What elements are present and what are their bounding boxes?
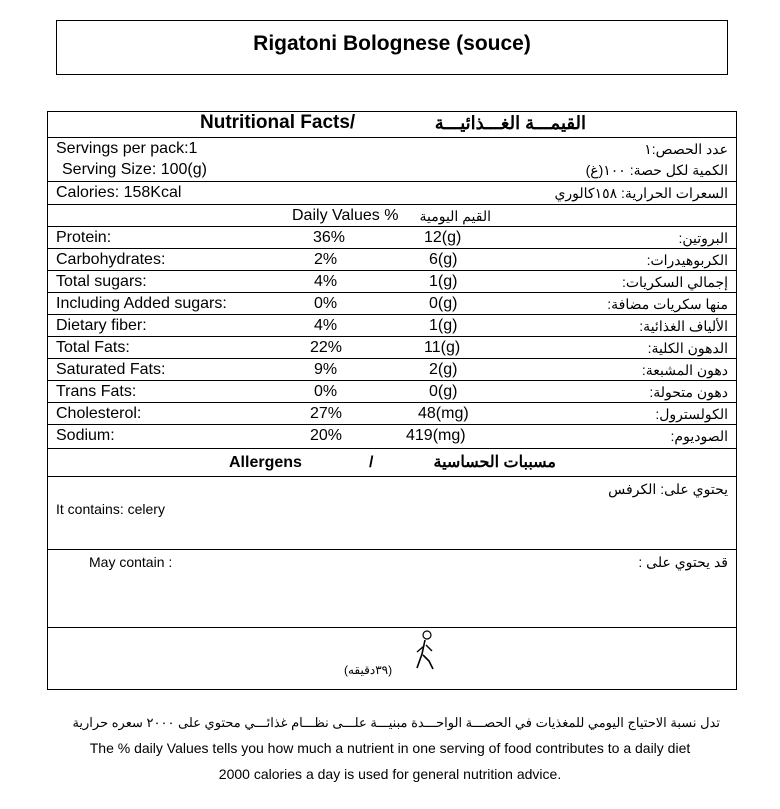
nutrient-name: Saturated Fats: — [56, 361, 166, 378]
nutrient-amount: 419(mg) — [406, 427, 466, 444]
nutrient-percent: 4% — [314, 273, 338, 290]
daily-values-header: Daily Values % — [292, 207, 399, 224]
nutrient-amount: 48(mg) — [418, 405, 469, 422]
may-contain-ar: قد يحتوي على : — [638, 554, 728, 570]
nutrient-percent: 0% — [314, 295, 338, 312]
serving-size: Serving Size: 100(g) — [62, 161, 207, 178]
activity-label: (٣٩دقيقه) — [344, 663, 393, 677]
walking-person-icon — [413, 630, 439, 672]
nutrient-percent: 4% — [314, 317, 338, 334]
contains-ar: يحتوي على: الكرفس — [608, 481, 728, 497]
facts-header-ar: القيمـــة الغـــذائيـــة — [434, 113, 586, 133]
nutrient-name-ar: دهون المشبعة: — [641, 362, 728, 378]
nutrient-name: Cholesterol: — [56, 405, 142, 422]
nutrient-name-ar: الكولسترول: — [655, 406, 728, 422]
allergens-header-ar: مسببات الحساسية — [433, 454, 556, 471]
facts-header-en: Nutritional Facts/ — [200, 112, 356, 133]
nutrient-percent: 0% — [314, 383, 338, 400]
nutrient-amount: 0(g) — [429, 295, 458, 312]
daily-values-header-ar: القيم اليومية — [419, 208, 491, 224]
nutrient-name: Total Fats: — [56, 339, 130, 356]
footer-note-en-2: 2000 calories a day is used for general nutrition advice. — [218, 766, 562, 782]
nutrient-name-ar: البروتين: — [678, 230, 728, 246]
nutrient-percent: 27% — [310, 405, 343, 422]
allergens-separator: / — [369, 454, 374, 471]
nutrient-name-ar: دهون متحولة: — [649, 384, 728, 400]
nutrient-name-ar: إجمالي السكريات: — [621, 274, 728, 290]
serving-size-ar: الكمية لكل حصة: ١٠٠(غ) — [585, 162, 728, 178]
nutrient-name: Trans Fats: — [56, 383, 137, 400]
may-contain-en: May contain : — [89, 554, 173, 570]
nutrient-name: Dietary fiber: — [56, 317, 147, 334]
nutrient-name-ar: الكربوهيدرات: — [646, 252, 728, 268]
nutrient-amount: 6(g) — [429, 251, 458, 268]
calories-ar: السعرات الحرارية: ١٥٨كالوري — [554, 185, 728, 201]
nutrient-name: Protein: — [56, 229, 112, 246]
nutrient-name: Including Added sugars: — [56, 295, 227, 312]
footer-note-ar: تدل نسبة الاحتياج اليومي للمغذيات في الحصـــة الواحـــدة مبنيـــة علـــى نظـــام غذائـــي محتوي على ٢٠٠٠ سعره حرارية — [72, 715, 720, 730]
nutrition-table — [47, 111, 737, 690]
nutrient-amount: 0(g) — [429, 383, 458, 400]
nutrient-name: Sodium: — [56, 427, 115, 444]
contains-en: It contains: celery — [56, 501, 165, 517]
servings-per-pack: Servings per pack:1 — [56, 140, 198, 157]
product-title-box — [56, 20, 728, 75]
nutrient-percent: 20% — [310, 427, 343, 444]
product-title: Rigatoni Bolognese (souce) — [253, 32, 531, 55]
allergens-header-en: Allergens — [229, 454, 302, 471]
nutrient-name: Total sugars: — [56, 273, 147, 290]
nutrient-amount: 11(g) — [424, 339, 461, 356]
nutrient-amount: 12(g) — [424, 229, 462, 246]
footer-note-en-1: The % daily Values tells you how much a nutrient in one serving of food contributes to a daily diet — [89, 740, 691, 756]
nutrient-percent: 2% — [314, 251, 338, 268]
calories: Calories: 158Kcal — [56, 184, 182, 201]
nutrient-percent: 9% — [314, 361, 338, 378]
nutrient-name-ar: الألياف الغذائية: — [639, 318, 728, 334]
nutrient-amount: 2(g) — [429, 361, 458, 378]
nutrient-percent: 36% — [313, 229, 346, 246]
nutrient-name: Carbohydrates: — [56, 251, 166, 268]
nutrient-name-ar: الصوديوم: — [670, 428, 728, 444]
nutrient-name-ar: الدهون الكلية: — [647, 340, 728, 356]
nutrient-name-ar: منها سكريات مضافة: — [607, 296, 728, 312]
nutrient-amount: 1(g) — [429, 317, 458, 334]
nutrient-percent: 22% — [310, 339, 343, 356]
servings-per-pack-ar: عدد الحصص:١ — [644, 141, 728, 157]
nutrient-amount: 1(g) — [429, 273, 458, 290]
